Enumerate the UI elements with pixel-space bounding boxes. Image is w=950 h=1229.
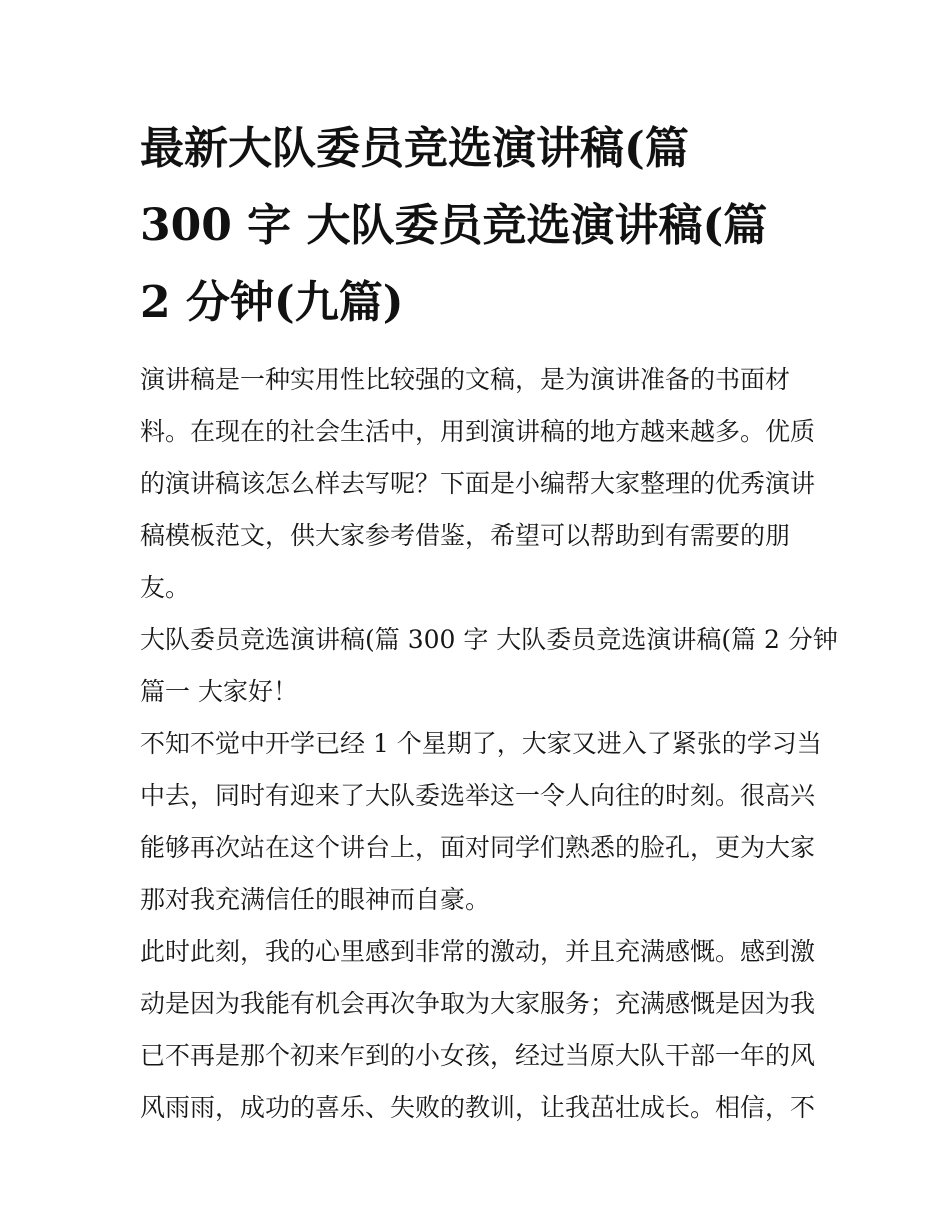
text-line: 的演讲稿该怎么样去写呢？下面是小编帮大家整理的优秀演讲 [140, 469, 816, 498]
speech-paragraph [140, 718, 830, 926]
text-line: 动是因为我能有机会再次争取为大家服务；充满感慨是因为我 [140, 989, 816, 1018]
text-line: 此时此刻，我的心里感到非常的激动，并且充满感慨。感到激 [140, 937, 816, 966]
document-title [140, 110, 830, 341]
text-line: 中去，同时有迎来了大队委选举这一令人向往的时刻。很高兴 [140, 781, 816, 810]
text-line: 大队委员竞选演讲稿(篇 300 字 大队委员竞选演讲稿(篇 2 分钟 [140, 625, 838, 654]
text-line: 演讲稿是一种实用性比较强的文稿，是为演讲准备的书面材 [140, 365, 791, 394]
text-line: 已不再是那个初来乍到的小女孩，经过当原大队干部一年的风 [140, 1041, 816, 1070]
intro-paragraph [140, 354, 830, 614]
text-line: 料。在现在的社会生活中，用到演讲稿的地方越来越多。优质 [140, 417, 816, 446]
section-heading-paragraph [140, 614, 838, 718]
text-line: 友。 [140, 573, 191, 602]
text-line: 篇一 大家好！ [140, 677, 298, 706]
text-line: 那对我充满信任的眼神而自豪。 [140, 885, 491, 914]
text-line: 稿模板范文，供大家参考借鉴，希望可以帮助到有需要的朋 [140, 521, 791, 550]
document-body [140, 354, 838, 1134]
title-line: 300 字 大队委员竞选演讲稿(篇 [140, 200, 768, 251]
text-line: 风雨雨，成功的喜乐、失败的教训，让我茁壮成长。相信，不 [140, 1093, 816, 1122]
text-line: 不知不觉中开学已经 1 个星期了，大家又进入了紧张的学习当 [140, 729, 822, 758]
title-line: 2 分钟(九篇) [140, 277, 404, 328]
text-line: 能够再次站在这个讲台上，面对同学们熟悉的脸孔，更为大家 [140, 833, 816, 862]
title-line: 最新大队委员竞选演讲稿(篇 [140, 123, 689, 174]
speech-paragraph [140, 926, 830, 1134]
